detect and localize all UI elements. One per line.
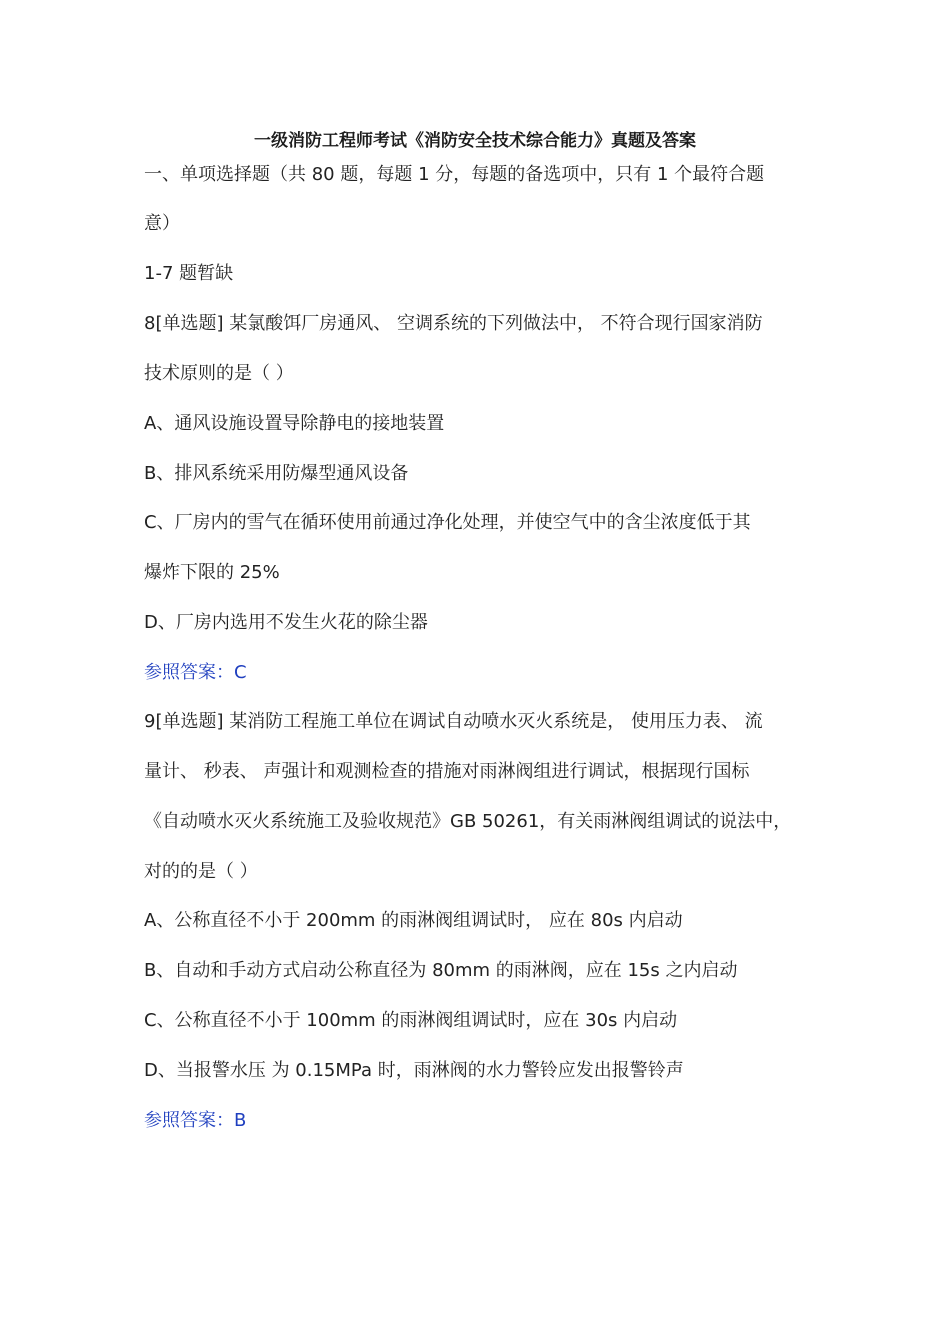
q9-option-b: B、自动和手动方式启动公称直径为 80mm 的雨淋阀，应在 15s 之内启动 [144, 960, 738, 981]
section-heading-line-1: 一、单项选择题（共 80 题，每题 1 分，每题的备选项中，只有 1 个最符合题 [144, 164, 765, 185]
q8-option-b: B、排风系统采用防爆型通风设备 [144, 463, 409, 484]
q8-answer: 参照答案：C [144, 662, 247, 683]
missing-questions-note: 1-7 题暂缺 [144, 263, 234, 284]
section-heading-line-2: 意） [144, 213, 180, 234]
q9-stem-line-1: 9[单选题] 某消防工程施工单位在调试自动喷水灭火系统是， 使用压力表、 流 [144, 711, 763, 732]
document-title: 一级消防工程师考试《消防安全技术综合能力》真题及答案 [254, 131, 696, 151]
q9-option-a: A、公称直径不小于 200mm 的雨淋阀组调试时， 应在 80s 内启动 [144, 910, 683, 931]
q9-option-c: C、公称直径不小于 100mm 的雨淋阀组调试时，应在 30s 内启动 [144, 1010, 678, 1031]
q9-stem-line-3: 《自动喷水灭火系统施工及验收规范》GB 50261，有关雨淋阀组调试的说法中， [144, 811, 792, 832]
q8-option-d: D、厂房内选用不发生火花的除尘器 [144, 612, 428, 633]
q8-option-c-line-1: C、厂房内的雪气在循环使用前通过净化处理，并使空气中的含尘浓度低于其 [144, 512, 751, 533]
q8-option-a: A、通风设施设置导除静电的接地装置 [144, 413, 445, 434]
q8-option-c-line-2: 爆炸下限的 25% [144, 562, 280, 583]
q9-option-d: D、当报警水压 为 0.15MPa 时，雨淋阀的水力警铃应发出报警铃声 [144, 1060, 684, 1081]
q9-answer: 参照答案：B [144, 1110, 247, 1131]
q8-stem-line-2: 技术原则的是（ ） [144, 363, 294, 384]
q8-stem-line-1: 8[单选题] 某氯酸饵厂房通风、 空调系统的下列做法中， 不符合现行国家消防 [144, 313, 763, 334]
q9-stem-line-4: 对的的是（ ） [144, 861, 258, 882]
q9-stem-line-2: 量计、 秒表、 声强计和观测检查的措施对雨淋阀组进行调试，根据现行国标 [144, 761, 750, 782]
